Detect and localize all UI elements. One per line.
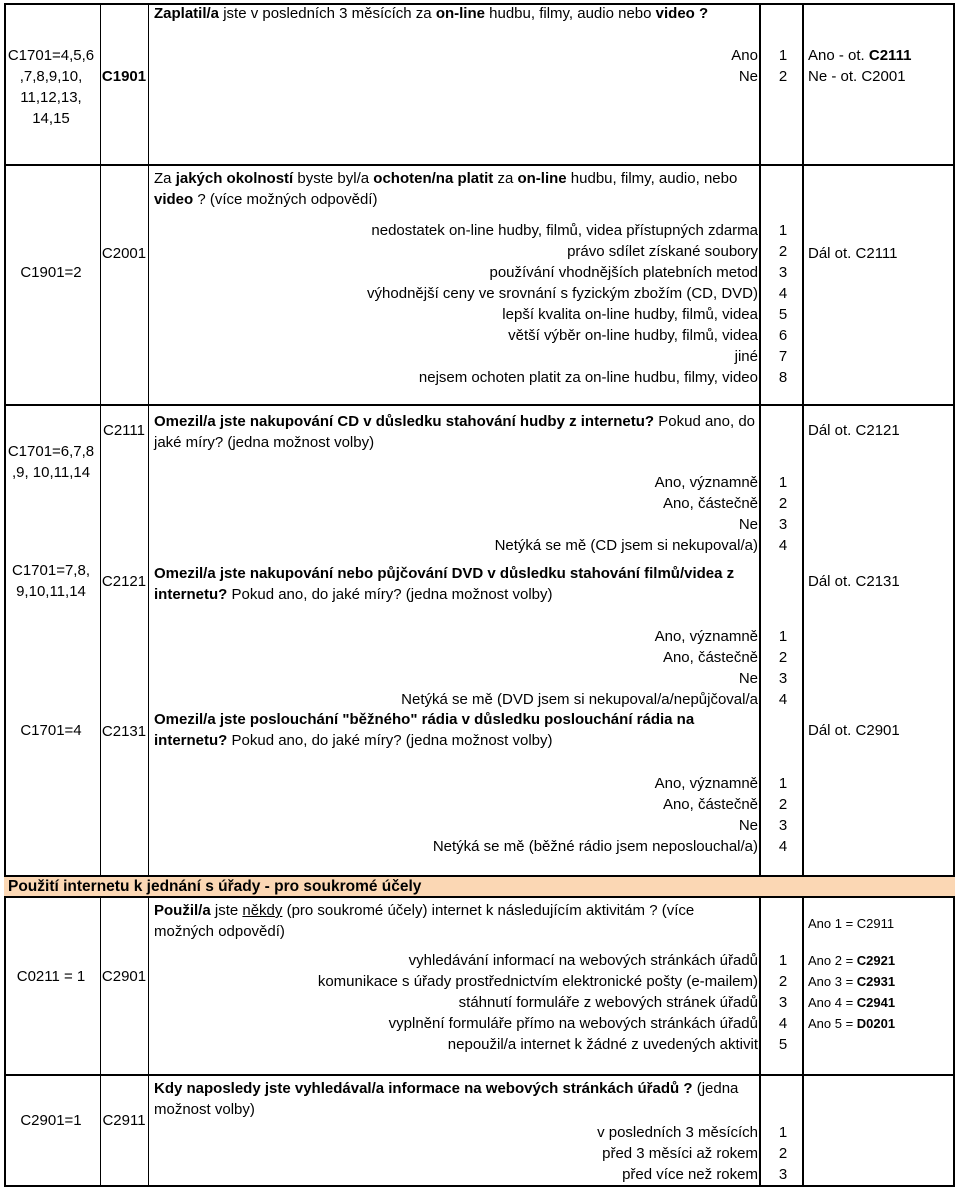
option-code: 5 xyxy=(778,306,788,323)
option-label: větší výběr on-line hudby, filmů, videa xyxy=(508,327,758,344)
text-run: jakých okolností xyxy=(175,170,294,187)
option-code: 2 xyxy=(778,1145,788,1162)
option-code: 1 xyxy=(778,775,788,792)
question-text xyxy=(154,563,744,605)
option-code: 3 xyxy=(778,994,788,1011)
question-code: C2901 xyxy=(101,968,147,985)
question-text xyxy=(154,709,764,751)
text-run: za xyxy=(493,170,518,187)
option-code: 6 xyxy=(778,327,788,344)
question-text xyxy=(154,900,754,942)
option-label: vyhledávání informací na webových stránkách úřadů xyxy=(408,952,758,969)
option-label: Ano xyxy=(731,47,758,64)
option-code: 1 xyxy=(778,47,788,64)
option-code: 1 xyxy=(778,474,788,491)
option-label: Ne xyxy=(738,670,758,687)
question-text xyxy=(154,1078,764,1120)
option-code: 3 xyxy=(778,1166,788,1183)
text-run: (jedna možnost volby) xyxy=(154,1080,739,1118)
routing-note xyxy=(808,913,894,934)
question-code: C1901 xyxy=(101,68,147,85)
text-run: video ? xyxy=(655,5,709,22)
option-code: 4 xyxy=(778,285,788,302)
text-run: Použil/a xyxy=(154,902,211,919)
routing-note xyxy=(808,45,911,87)
option-code: 3 xyxy=(778,264,788,281)
text-run: on-line xyxy=(435,5,485,22)
option-label: lepší kvalita on-line hudby, filmů, videa xyxy=(502,306,758,323)
text-run: on-line xyxy=(517,170,567,187)
text-run: C2941 xyxy=(856,995,896,1010)
option-code: 3 xyxy=(778,516,788,533)
option-label: používání vhodnějších platebních metod xyxy=(489,264,758,281)
option-code: 1 xyxy=(778,222,788,239)
condition-cell: C1701=4,5,6 ,7,8,9,10, 11,12,13, 14,15 xyxy=(7,47,95,127)
option-code: 1 xyxy=(778,1124,788,1141)
text-run: hudbu, filmy, audio, nebo xyxy=(566,170,738,187)
option-code: 2 xyxy=(778,649,788,666)
text-run: ? xyxy=(193,191,210,208)
option-code: 7 xyxy=(778,348,788,365)
option-label: komunikace s úřady prostřednictvím elektronické pošty (e-mailem) xyxy=(317,973,758,990)
option-label: v posledních 3 měsících xyxy=(597,1124,758,1141)
routing-note: Dál ot. C2121 xyxy=(808,422,900,439)
condition-cell: C1701=6,7,8 ,9, 10,11,14 xyxy=(7,443,95,481)
condition-cell: C1901=2 xyxy=(20,264,82,281)
option-label: nepoužil/a internet k žádné z uvedených aktivit xyxy=(447,1036,758,1053)
text-run: Pokud ano, do jaké míry? (jedna možnost volby) xyxy=(227,586,553,603)
text-run: Kdy naposledy jste vyhledával/a informace na webových stránkách úřadů ? xyxy=(154,1080,693,1097)
option-code: 2 xyxy=(778,495,788,512)
option-label: nedostatek on-line hudby, filmů, videa přístupných zdarma xyxy=(371,222,758,239)
text-run: Pokud ano, do jaké míry? (jedna možnost volby) xyxy=(154,413,756,451)
option-label: stáhnutí formuláře z webových stránek úřadů xyxy=(458,994,758,1011)
text-run: Ano 1 = C2911 xyxy=(808,916,895,931)
text-run: Ne - ot. C2001 xyxy=(808,68,906,85)
text-run: hudbu, filmy, audio nebo xyxy=(484,5,656,22)
question-code: C2111 xyxy=(103,422,145,439)
text-run: C2931 xyxy=(856,974,896,989)
option-code: 4 xyxy=(778,537,788,554)
option-code: 1 xyxy=(778,952,788,969)
text-run: Pokud ano, do jaké míry? (jedna možnost volby) xyxy=(227,732,553,749)
option-label: vyplnění formuláře přímo na webových stránkách úřadů xyxy=(388,1015,758,1032)
option-code: 2 xyxy=(778,973,788,990)
text-run: Omezil/a jste nakupování CD v důsledku stahování hudby z internetu? xyxy=(154,413,655,430)
question-text xyxy=(154,168,744,210)
text-run: C2921 xyxy=(856,953,896,968)
option-label: Netýká se mě (běžné rádio jsem neposlouchal/a) xyxy=(432,838,758,855)
text-run: ochoten/na platit xyxy=(373,170,494,187)
routing-note: Dál ot. C2111 xyxy=(808,245,898,262)
option-label: Ne xyxy=(738,817,758,834)
text-run: jste v posledních 3 měsících za xyxy=(219,5,436,22)
text-run: C2111 xyxy=(868,47,912,64)
option-label: Ano, částečně xyxy=(662,495,758,512)
question-code: C2121 xyxy=(101,573,147,590)
option-code: 5 xyxy=(778,1036,788,1053)
option-label: Netýká se mě (DVD jsem si nekupoval/a/nepůjčoval/a xyxy=(401,691,758,708)
text-run: Zaplatil/a xyxy=(154,5,220,22)
section-header: Použití internetu k jednání s úřady - pro soukromé účely xyxy=(4,877,955,896)
option-label: Ne xyxy=(738,516,758,533)
text-run: (pro soukromé účely) internet k následujícím aktivitám ? (více možných odpovědí) xyxy=(154,902,695,940)
option-code: 2 xyxy=(778,796,788,813)
text-run: Ano 5 = xyxy=(808,1016,857,1031)
text-run: D0201 xyxy=(856,1016,896,1031)
routing-note-list xyxy=(808,950,895,1034)
option-label: před více než rokem xyxy=(622,1166,758,1183)
text-run: (více možných odpovědí) xyxy=(209,191,378,208)
option-code: 8 xyxy=(778,369,788,386)
text-run: byste byl/a xyxy=(293,170,374,187)
routing-note: Dál ot. C2901 xyxy=(808,722,900,739)
text-run: Omezil/a jste poslouchání "běžného" rádia v důsledku poslouchání rádia na internetu? xyxy=(154,711,695,749)
text-run: Ano - ot. xyxy=(808,47,869,64)
text-run: Ano 2 = xyxy=(808,953,857,968)
option-code: 4 xyxy=(778,838,788,855)
option-code: 4 xyxy=(778,1015,788,1032)
option-code: 2 xyxy=(778,68,788,85)
condition-cell: C2901=1 xyxy=(20,1112,82,1129)
condition-cell: C0211 = 1 xyxy=(16,968,86,985)
option-label: výhodnější ceny ve srovnání s fyzickým zbožím (CD, DVD) xyxy=(367,285,758,302)
option-code: 3 xyxy=(778,670,788,687)
question-code: C2001 xyxy=(101,245,147,262)
condition-cell: C1701=7,8, 9,10,11,14 xyxy=(12,562,90,600)
text-run: někdy xyxy=(242,902,283,919)
text-run: Ano 3 = xyxy=(808,974,857,989)
option-label: právo sdílet získané soubory xyxy=(567,243,758,260)
option-code: 3 xyxy=(778,817,788,834)
text-run: jste xyxy=(210,902,243,919)
option-label: Ano, významně xyxy=(654,474,758,491)
option-code: 1 xyxy=(778,628,788,645)
option-label: před 3 měsíci až rokem xyxy=(602,1145,758,1162)
text-run: Omezil/a jste nakupování nebo půjčování DVD v důsledku stahování filmů/videa z internetu? xyxy=(154,565,735,603)
question-text xyxy=(154,3,754,24)
option-label: Ano, částečně xyxy=(662,649,758,666)
question-text xyxy=(154,411,764,453)
option-label: Netýká se mě (CD jsem si nekupoval/a) xyxy=(494,537,758,554)
routing-note: Dál ot. C2131 xyxy=(808,573,900,590)
option-label: Ne xyxy=(738,68,758,85)
text-run: Za xyxy=(154,170,176,187)
option-code: 4 xyxy=(778,691,788,708)
option-code: 2 xyxy=(778,243,788,260)
option-label: Ano, částečně xyxy=(662,796,758,813)
condition-cell: C1701=4 xyxy=(20,722,82,739)
question-code: C2131 xyxy=(101,723,147,740)
option-label: nejsem ochoten platit za on-line hudbu, filmy, video xyxy=(418,369,758,386)
option-label: jiné xyxy=(734,348,758,365)
question-code: C2911 xyxy=(102,1112,146,1129)
text-run: video xyxy=(154,191,194,208)
option-label: Ano, významně xyxy=(654,628,758,645)
option-label: Ano, významně xyxy=(654,775,758,792)
text-run: Ano 4 = xyxy=(808,995,857,1010)
